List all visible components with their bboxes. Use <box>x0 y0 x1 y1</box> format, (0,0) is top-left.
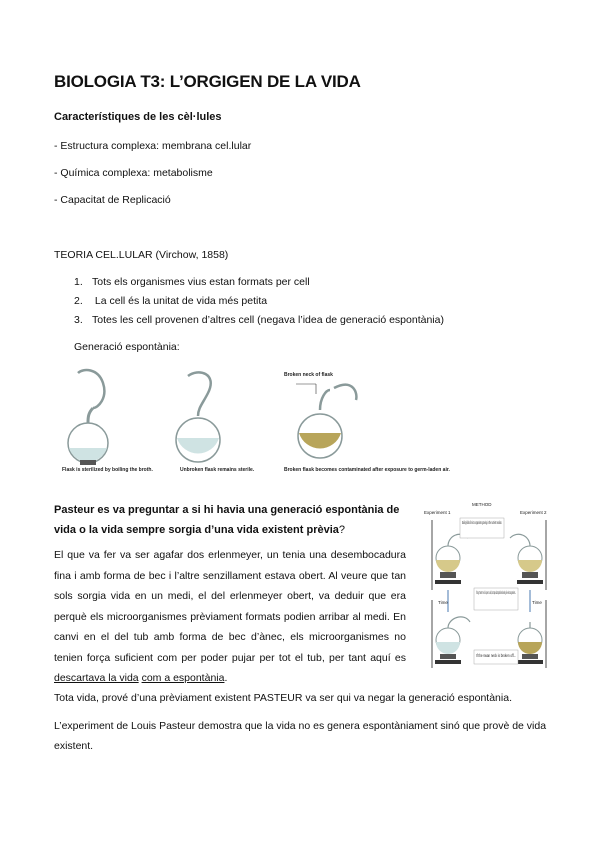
list-number: 2. <box>74 295 83 307</box>
paragraph: L’experiment de Louis Pasteur demostra que la vida no es genera espontàniament sinó que provè de vida existent. <box>54 720 547 752</box>
time-label: Time <box>438 600 448 605</box>
pasteur-method-figure <box>420 500 558 676</box>
body-end: . <box>224 672 228 684</box>
underlined-text: descartava la vida <box>54 672 139 684</box>
body-paragraph <box>54 545 406 689</box>
generation-label: Generació espontània: <box>74 341 180 353</box>
step-text: If long "swan" neck is open to air, but traps dust particles bearing live microorganisms... <box>476 590 516 595</box>
broken-flask-illustration <box>296 384 356 458</box>
experiment-label: Experiment 2 <box>520 510 547 515</box>
step-text: Boiling kills all micro-organisms growing in the nutrient medium. <box>462 520 502 525</box>
figure-caption: Flask is sterilized by boiling the broth. <box>62 467 153 473</box>
figure-title: METHOD <box>472 502 492 507</box>
figure-caption: Unbroken flask remains sterile. <box>180 467 255 473</box>
time-label: Time <box>532 600 542 605</box>
experiment-label: Experiment 1 <box>424 510 451 515</box>
characteristic-item: - Estructura complexa: membrana cel.lular <box>54 140 252 152</box>
section-subheading: Característiques de les cèl·lules <box>54 111 222 123</box>
characteristic-item: - Capacitat de Replicació <box>54 194 171 206</box>
sterilized-flask-illustration <box>68 370 108 465</box>
question-text: Pasteur es va preguntar a si hi havia una generació espontània de vida o la vida sempre sorgia d’una vida existent prèvia <box>54 504 400 536</box>
figure-label: Broken neck of flask <box>284 372 333 378</box>
pasteur-question <box>54 500 410 540</box>
list-item <box>74 276 310 288</box>
characteristic-item: - Química complexa: metabolisme <box>54 167 213 179</box>
underlined-text: com a espontània <box>141 672 225 684</box>
swan-neck-flasks-figure <box>58 368 450 478</box>
list-text: Tots els organismes vius estan formats per cell <box>92 276 310 288</box>
step-text: If the swan neck is broken off... <box>476 653 516 658</box>
list-text: La cell és la unitat de vida més petita <box>92 295 268 307</box>
list-item <box>74 314 444 326</box>
list-text: Totes les cell provenen d’altres cell (negava l’idea de generació espontània) <box>92 314 444 326</box>
paragraph: Tota vida, prové d’una prèviament existent PASTEUR va ser qui va negar la generació espontània. <box>54 692 512 704</box>
list-item <box>74 295 267 307</box>
theory-heading: TEORIA CEL.LULAR (Virchow, 1858) <box>54 249 229 261</box>
figure-caption: Broken flask becomes contaminated after exposure to germ-laden air. <box>284 467 450 473</box>
list-number: 3. <box>74 314 83 326</box>
body-text: El que va fer va ser agafar dos erlenmeyer, un tenia una desembocadura fina i amb forma de bec i l’altre senzillament estava obert. Al veure que tan sols sorgia vida en un medi, el del erlenmeyer obert, va deduir que era perquè els microorganismes prèviament formats podien arribar al medi. En canvi en el del tub amb forma de bec d’ànec, els microorganismes no tenien força suficient com per poder pujar per tot el tub, per tant aquí es <box>54 549 406 664</box>
unbroken-flask-illustration <box>176 372 220 462</box>
page-title: BIOLOGIA T3: L’ORGIGEN DE LA VIDA <box>54 72 361 91</box>
list-number: 1. <box>74 276 83 288</box>
question-mark: ? <box>338 524 346 536</box>
